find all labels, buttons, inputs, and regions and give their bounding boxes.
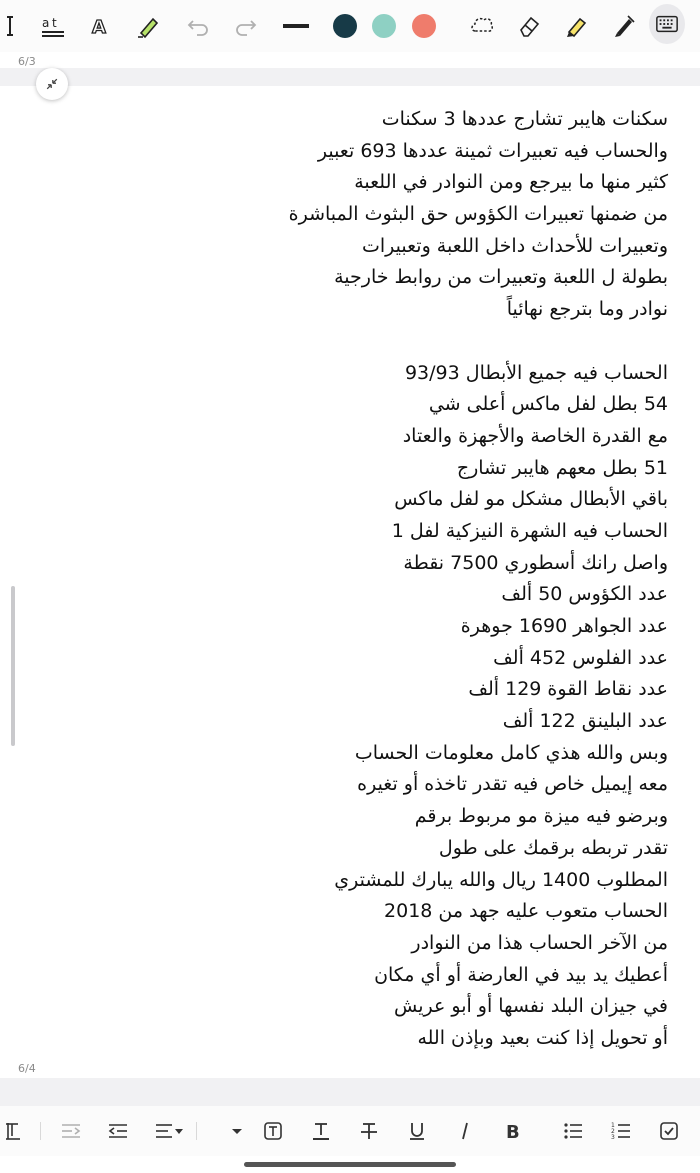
svg-text:1: 1 (611, 1122, 615, 1129)
text-line: الحساب متعوب عليه جهد من 2018 (384, 900, 668, 923)
next-page-label: 6/4 (18, 1062, 36, 1075)
undo-icon[interactable] (180, 8, 216, 44)
text-line: 54 بطل لفل ماكس أعلى شي (428, 393, 668, 416)
swatch-coral-dot (412, 14, 436, 38)
text-line: من الآخر الحساب هذا من النوادر (411, 931, 668, 954)
toolbar-divider (196, 1122, 197, 1140)
text-line: عدد البلينق 122 ألف (502, 710, 668, 733)
color-swatch-dark[interactable] (327, 8, 363, 44)
text-line: سكنات هايبر تشارج عددها 3 سكنات (381, 108, 668, 130)
svg-text:t: t (52, 16, 57, 30)
keyboard-icon (649, 4, 685, 44)
text-line (68, 326, 668, 358)
underline-icon[interactable] (402, 1116, 432, 1146)
text-line: الحساب فيه جميع الأبطال 93/93 (404, 361, 668, 384)
text-line: كثير منها ما بيرجع ومن النوادر في اللعبة (354, 171, 668, 194)
svg-text:A: A (92, 17, 106, 38)
lasso-icon[interactable] (464, 8, 500, 44)
text-line: معه إيميل خاص فيه تقدر تاخذه أو تغيره (357, 773, 668, 796)
indent-icon[interactable] (56, 1116, 86, 1146)
svg-text:a: a (42, 16, 50, 30)
italic-icon[interactable] (450, 1116, 480, 1146)
line-spacing-icon[interactable] (150, 1116, 188, 1146)
text-line: عدد الكؤوس 50 ألف (501, 583, 668, 606)
text-line: 51 بطل معهم هايبر تشارج (456, 456, 668, 479)
checklist-icon[interactable] (654, 1116, 684, 1146)
keyboard-button[interactable] (649, 6, 685, 42)
top-toolbar (0, 0, 700, 52)
marker-icon[interactable] (558, 8, 594, 44)
bullet-list-icon[interactable] (558, 1116, 588, 1146)
text-line: مع القدرة الخاصة والأجهزة والعتاد (402, 424, 668, 447)
toolbar-divider (40, 1122, 41, 1140)
text-line: وبس والله هذي كامل معلومات الحساب (354, 741, 668, 764)
svg-text:2: 2 (611, 1128, 615, 1135)
text-line: المطلوب 1400 ريال والله يبارك للمشتري (334, 868, 668, 891)
font-color-icon[interactable] (306, 1116, 336, 1146)
text-line: الحساب فيه الشهرة النيزكية لفل 1 (391, 519, 668, 542)
swatch-dark-dot (333, 14, 357, 38)
text-line: بطولة ل اللعبة وتعبيرات من روابط خارجية (334, 266, 668, 289)
highlighter-icon[interactable] (130, 8, 166, 44)
page-separator-top (0, 68, 700, 86)
color-swatch-coral[interactable] (406, 8, 442, 44)
previous-page-label: 6/3 (18, 55, 36, 68)
outdent-icon[interactable] (103, 1116, 133, 1146)
text-line: وبرضو فيه ميزة مو مربوط برقم (414, 805, 668, 828)
text-format-a-icon[interactable] (82, 8, 118, 44)
text-line: وتعبيرات للأحداث داخل اللعبة وتعبيرات (362, 234, 668, 257)
text-frame-icon[interactable] (258, 1116, 288, 1146)
text-line: من ضمنها تعبيرات الكؤوس حق البثوث المباشرة (288, 203, 668, 226)
text-line: نوادر وما بترجع نهائياً (506, 298, 668, 321)
text-line: عدد الفلوس 452 ألف (493, 646, 668, 669)
bold-icon[interactable] (498, 1116, 528, 1146)
document-body[interactable] (68, 104, 668, 1055)
text-line: أعطيك يد بيد في العارضة أو أي مكان (374, 963, 668, 986)
strikethrough-icon[interactable] (354, 1116, 384, 1146)
text-line: أو تحويل إذا كنت بعيد وبإذن الله (417, 1026, 668, 1049)
text-size-icon[interactable] (0, 8, 36, 44)
text-line: عدد نقاط القوة 129 ألف (468, 678, 668, 701)
bottom-toolbar (0, 1106, 700, 1156)
svg-text:3: 3 (611, 1134, 615, 1141)
page-separator-bottom (0, 1078, 700, 1106)
vertical-scrollbar[interactable] (11, 586, 15, 746)
collapse-button[interactable] (36, 68, 68, 100)
text-box-icon[interactable] (0, 1116, 30, 1146)
pen-thickness-icon[interactable] (278, 8, 314, 44)
redo-icon[interactable] (228, 8, 264, 44)
collapse-arrows-icon (44, 76, 60, 92)
dropdown-arrow-icon[interactable] (222, 1116, 252, 1146)
text-line: واصل رانك أسطوري 7500 نقطة (403, 551, 668, 574)
text-line: عدد الجواهر 1690 جوهرة (460, 615, 668, 637)
numbered-list-icon[interactable] (606, 1116, 636, 1146)
svg-text:B: B (506, 1122, 520, 1142)
eraser-icon[interactable] (511, 8, 547, 44)
color-swatch-teal[interactable] (366, 8, 402, 44)
text-line: في جيزان البلد نفسها أو أبو عريش (394, 995, 668, 1018)
text-line: تقدر تربطه برقمك على طول (438, 836, 668, 859)
pen-icon[interactable] (606, 8, 642, 44)
home-indicator[interactable] (244, 1162, 456, 1167)
text-line: والحساب فيه تعبيرات ثمينة عددها 693 تعبير (317, 139, 668, 162)
text-line: باقي الأبطال مشكل مو لفل ماكس (394, 488, 668, 511)
swatch-teal-dot (372, 14, 396, 38)
text-style-icon[interactable] (35, 8, 71, 44)
